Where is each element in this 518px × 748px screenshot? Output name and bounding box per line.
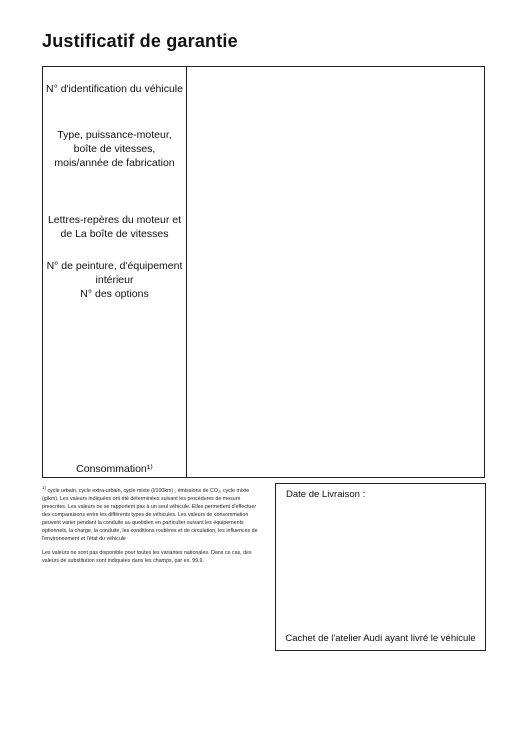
delivery-date-label: Date de Livraison : [286,489,366,500]
label-type-power-line3: mois/année de fabrication [54,157,175,169]
label-engine-codes-line1: Lettres-repères du moteur et [47,214,182,226]
label-engine-codes [43,213,186,241]
delivery-stamp-box [275,483,486,651]
label-engine-codes-line2: de La boîte de vitesses [60,228,169,240]
footnote-paragraph-1 [42,484,258,543]
value-column [187,67,484,477]
label-consumption-text: Consommation¹⁾ [76,463,153,475]
footnote [42,484,258,571]
warranty-info-table [42,66,485,478]
label-paint-options-line1: N° de peinture, d'équipement [46,260,183,272]
label-paint-options-line2: intérieur [95,274,134,286]
document-title: Justificatif de garantie [42,31,238,51]
workshop-stamp-caption: Cachet de l'atelier Audi ayant livré le véhicule [285,633,476,644]
footnote-paragraph-1-text: cycle urbain, cycle extra-urbain, cycle mixte (l/100km) ; émissions de CO₂, cycle mixte (g/km). Les valeurs indiquées ont été déterminées suivant les procédures de mesure prescrites. Les valeurs ne se rapportent pas à un seul véhicule. Elles permettent d'effectuer des comparaisons entre les différents types de véhicules. Les valeurs de consommation peuvent varier pendant la conduite au quotidien en particulier suivant les équipements optionnels, la charge, la conduite, les conditions routières et de circulation, les influences de l'environnement et l'état du véhicule [42,487,258,542]
label-consumption [43,462,186,476]
label-vehicle-id [43,82,186,96]
label-paint-options [43,259,186,301]
footnote-paragraph-2: Les valeurs ne sont pas disponible pour toutes les variantes nationales. Dans ce cas, des valeurs de substitution sont indiquées dans les champs, par ex. 99.9. [42,549,252,564]
footnote-marker: 1) [42,485,47,490]
label-type-power-line2: boîte de vitesses, [73,143,156,155]
label-paint-options-line3: N° des options [80,288,149,300]
label-vehicle-id-text: N° d'identification du véhicule [46,83,183,95]
label-type-power [43,128,186,170]
label-type-power-line1: Type, puissance-moteur, [57,129,172,141]
